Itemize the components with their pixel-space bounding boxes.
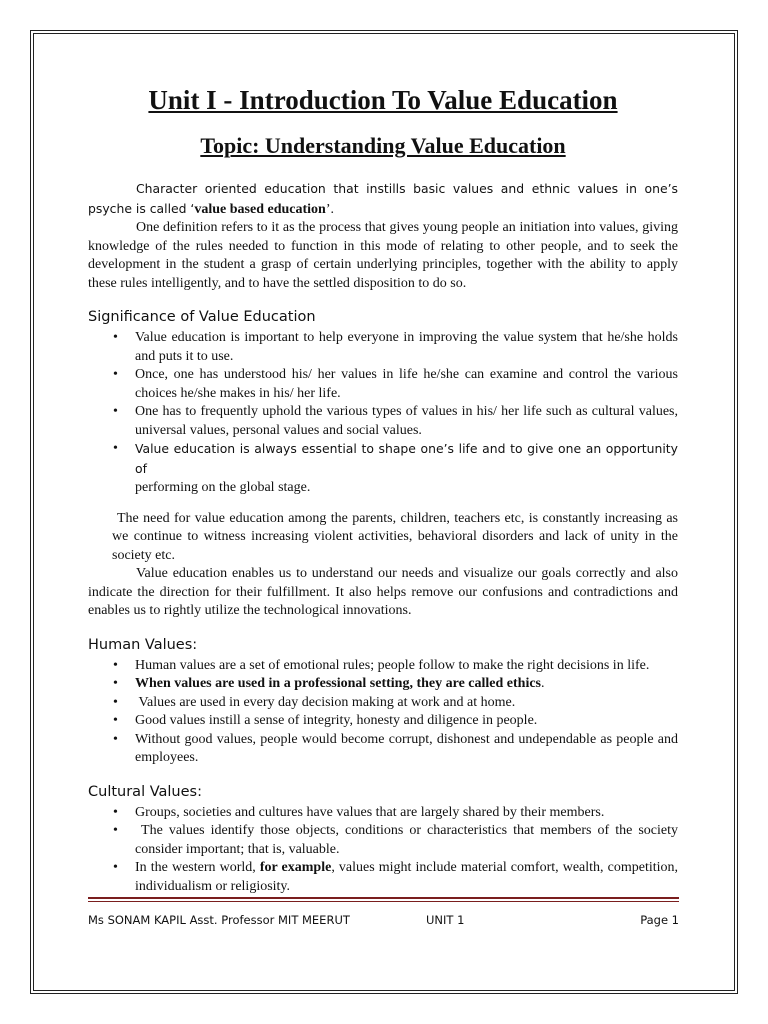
list-item: • Once, one has understood his/ her values in life he/she can examine and control the various choices he/she makes in his/ her life. [88,366,678,403]
list-item: • In the western world, for example, values might include material comfort, wealth, competition, individualism or religiosity. [88,859,678,896]
need-paragraph-block [88,510,678,566]
footer-page-number: Page 1 [640,913,679,927]
list-item: • Value education is important to help everyone in improving the value system that he/she holds and puts it to use. [88,329,678,366]
list-item: • Human values are a set of emotional rules; people follow to make the right decisions in life. [88,657,678,676]
footer-unit: UNIT 1 [426,913,465,927]
footer-rule-thin [88,901,679,902]
intro-paragraph-1: Character oriented education that instills basic values and ethnic values in one’s psyche is called ‘value based education’. [88,181,678,217]
cultural-values-list [88,804,678,897]
list-item: • Good values instill a sense of integrity, honesty and diligence in people. [88,712,678,731]
list-item: • Groups, societies and cultures have values that are largely shared by their members. [88,804,678,823]
unit-title: Unit I - Introduction To Value Education [148,85,618,115]
list-item: • Without good values, people would become corrupt, dishonest and undependable as people and employees. [88,731,678,768]
list-item: • One has to frequently uphold the various types of values in his/ her life such as cultural values, universal values, personal values and social values. [88,403,678,440]
enable-paragraph: Value education enables us to understand our needs and visualize our goals correctly and also indicate the direction for their fulfillment. It also helps remove our confusions and contradictions and enables us to rightly utilize the technological innovations. [88,566,678,618]
cultural-values-heading: Cultural Values: [88,783,202,800]
footer-rule [88,897,679,899]
human-values-list [88,657,678,768]
list-item: • Values are used in every day decision making at work and at home. [88,694,678,713]
document-body [88,80,678,896]
list-item: • When values are used in a professional setting, they are called ethics. [88,675,678,694]
human-values-heading: Human Values: [88,636,198,653]
list-item: • The values identify those objects, conditions or characteristics that members of the society consider important; that is, valuable. [88,822,678,859]
need-paragraph: The need for value education among the parents, children, teachers etc, is constantly increasing as we continue to witness increasing violent activities, behavioral disorders and lack of unity in the society etc. [112,510,678,563]
significance-list [88,329,678,498]
significance-heading: Significance of Value Education [88,309,316,325]
footer-author: Ms SONAM KAPIL Asst. Professor MIT MEERUT [88,913,350,927]
intro-section [88,180,678,293]
list-item: • Value education is always essential to shape one’s life and to give one an opportunity of performing on the global stage. [88,440,678,498]
intro-paragraph-2: One definition refers to it as the process that gives young people an initiation into values, giving knowledge of the rules needed to function in this mode of relating to other people, and to seek the development in the student a grasp of certain underlying principles, together with the ability to apply these rules intelligently, and to have the settled disposition to do so. [88,220,678,291]
topic-heading: Topic: Understanding Value Education [200,133,566,158]
